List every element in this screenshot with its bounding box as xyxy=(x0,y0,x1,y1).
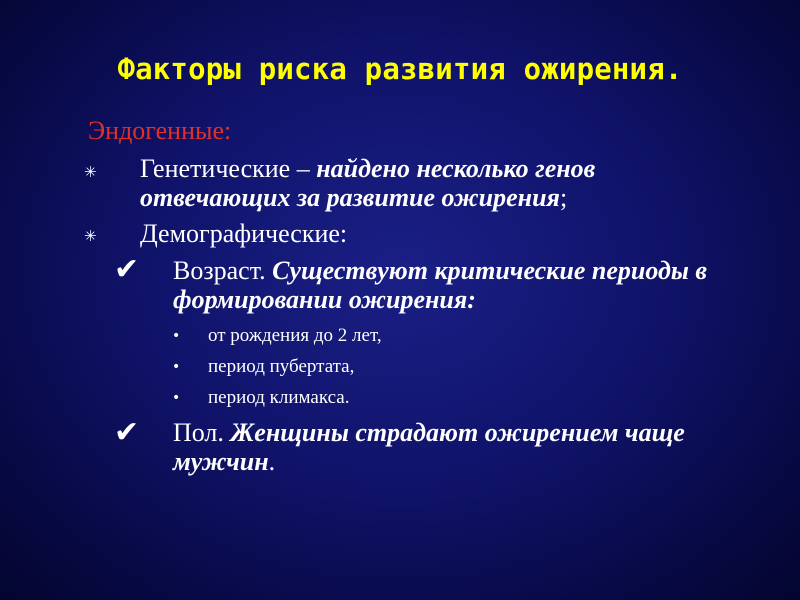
dot-bullet-icon: • xyxy=(172,328,181,344)
list-item-demographic xyxy=(140,219,740,248)
list-item-age xyxy=(173,256,733,314)
item-tail: ; xyxy=(559,183,568,212)
dot-bullet-icon: • xyxy=(172,390,181,406)
sub-item-puberty: период пубертата, xyxy=(208,356,355,377)
item-label: Генетические – xyxy=(140,154,317,183)
item-emphasis: Существуют критические периоды в формировании ожирения: xyxy=(173,256,708,314)
check-bullet-icon: ✔ xyxy=(114,252,140,287)
list-item-sex xyxy=(173,418,713,476)
section-heading: Эндогенные: xyxy=(88,116,232,145)
item-label: Демографические: xyxy=(140,219,348,248)
list-item-genetic xyxy=(140,154,740,212)
sub-item-birth: от рождения до 2 лет, xyxy=(208,325,382,346)
item-tail: . xyxy=(268,447,276,476)
check-bullet-icon: ✔ xyxy=(114,415,140,450)
item-label: Возраст. xyxy=(173,256,273,285)
star-bullet-icon: ✳ xyxy=(84,227,97,245)
dot-bullet-icon: • xyxy=(172,359,181,375)
slide-title: Факторы риска развития ожирения. xyxy=(117,52,683,86)
sub-item-climax: период климакса. xyxy=(208,387,350,408)
star-bullet-icon: ✳ xyxy=(84,163,97,181)
item-emphasis: найдено несколько генов отвечающих за развитие ожирения xyxy=(140,154,596,212)
item-emphasis: Женщины страдают ожирением чаще мужчин xyxy=(173,418,685,476)
item-label: Пол. xyxy=(173,418,231,447)
